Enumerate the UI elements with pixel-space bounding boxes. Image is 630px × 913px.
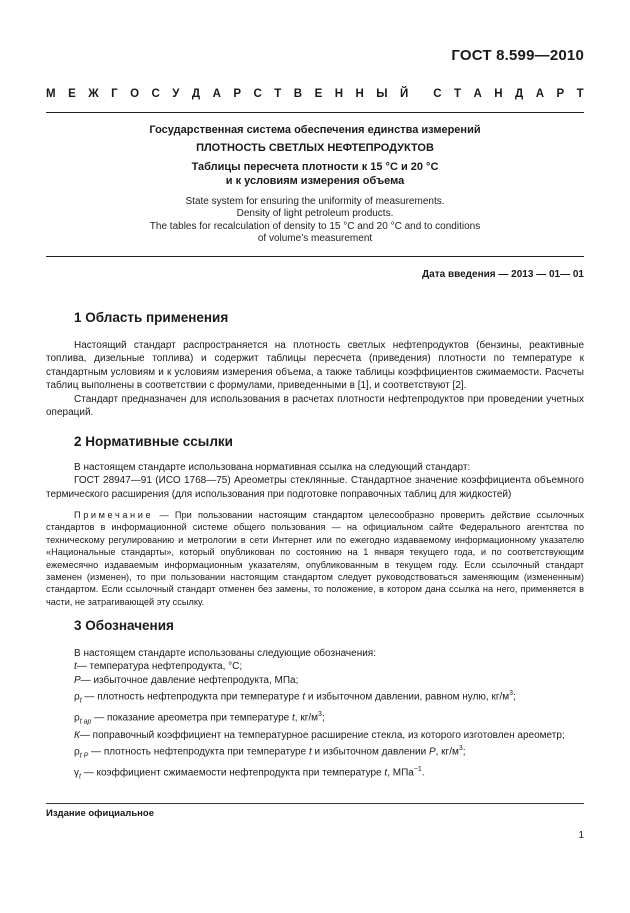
symbol-definition: $\rho_t$ — плотность нефтепродукта при температуре t и избыточном давлении, равном нулю, $кг/м^3$; — [74, 690, 516, 705]
english-title-line: Density of light petroleum products. — [236, 208, 394, 220]
interstate-standard-heading — [46, 88, 584, 100]
paragraph: Стандарт предназначен для использования в расчетах плотности нефтепродуктов при проведении учетных операций. — [46, 393, 584, 419]
section-3-heading-wrap — [46, 618, 584, 633]
subtitle-line: Таблицы пересчета плотности к 15 °С и 20 °С — [191, 161, 439, 173]
introduction-date: Дата введения — 2013 — 01— 01 — [422, 269, 584, 280]
letter: А — [535, 88, 545, 100]
note-text: — При пользовании настоящим стандартом целесообразно проверить действие ссылочных стандартов в информационной системе общего пользования — на официальном сайте Федерального агентства по техническому регулированию и метрологии в сети Интернет или по ежегодно издаваемому информационному указателю «Национальные стандарты», который опубликован по состоянию на 1 января текущего года, и по соответствующим ежемесячно издаваемым информационным указателям, опубликованным в текущем году. Если ссылочный стандарт заменен (изменен), то при пользовании настоящим стандартом следует руководствоваться заменяющим (измененным) стандартом. Если ссылочный стандарт отменен без замены, то положение, в котором дана ссылка на него, применяется в части, не затрагивающей эту ссылку. — [46, 510, 584, 607]
english-title-line: of volume’s measurement — [257, 233, 373, 245]
letter: Д — [191, 88, 201, 100]
symbol-definition: Р— избыточное давление нефтепродукта, МПа; — [74, 674, 299, 686]
footer-divider — [46, 803, 584, 804]
letter: Е — [314, 88, 323, 100]
letter: Т — [274, 88, 282, 100]
referenced-standard: ГОСТ 28947—91 (ИСО 1768—75) Ареометры стеклянные. Стандартное значение коэффициента объемного термического расширения (для использования при подготовке поправочных таблиц для жидкостей) — [46, 475, 584, 500]
symbol: t — [74, 661, 77, 673]
note-label: Примечание — [74, 510, 154, 520]
section-heading: 3 Обозначения — [74, 618, 174, 633]
letter: Ж — [88, 88, 99, 100]
symbol: γ — [74, 767, 79, 779]
letter: Т — [453, 88, 462, 100]
system-title: Государственная система обеспечения единства измерений — [149, 124, 481, 136]
symbol-definition: $\rho_{t P}$ — плотность нефтепродукта при температуре t и избыточном давлении Р, $кг/м^3$; — [74, 745, 466, 760]
symbol-definition: $\gamma_t$ — коэффициент сжимаемости нефтепродукта при температуре t, МПа$^{-1}$. — [74, 765, 425, 781]
subtitle-line: и к условиям измерения объема — [225, 175, 405, 187]
edition-label: Издание официальное — [46, 808, 154, 819]
section-2-body — [46, 461, 584, 501]
section-2-heading-wrap — [46, 434, 584, 449]
symbol: ρ — [74, 712, 80, 724]
letter: С — [151, 88, 160, 100]
letter: А — [212, 88, 221, 100]
section-3-body — [46, 647, 584, 784]
section-1-heading-wrap — [46, 310, 584, 325]
paragraph: Настоящий стандарт распространяется на плотность светлых нефтепродуктов (бензины, реактивные топлива, дизельные топлива) и содержит таблицы пересчета (приведения) плотности по температуре к стандартным условиям и к условиям измерения объема, а также таблицы коэффициентов сжимаемости. Расчеты таблиц выполнены в соответствии с формулами, приведенными в [1], и соответствуют [2]. — [46, 340, 584, 392]
letter: В — [293, 88, 303, 100]
paragraph: В настоящем стандарте использована нормативная ссылка на следующий стандарт: — [74, 462, 471, 473]
letter: Д — [515, 88, 524, 100]
standard-title: ПЛОТНОСТЬ СВЕТЛЫХ НЕФТЕПРОДУКТОВ — [196, 142, 434, 154]
letter: Г — [111, 88, 118, 100]
header-divider — [46, 112, 584, 113]
section-heading: 2 Нормативные ссылки — [74, 434, 233, 449]
english-title — [60, 196, 570, 246]
note-block — [46, 509, 584, 608]
letter: С — [433, 88, 442, 100]
letter: Е — [68, 88, 76, 100]
page-number: 1 — [578, 830, 584, 841]
symbol: ρ — [74, 691, 80, 703]
letter: С — [253, 88, 262, 100]
english-title-line: The tables for recalculation of density to 15 °С and 20 °С and to conditions — [149, 220, 481, 232]
symbol: Р — [74, 674, 81, 686]
letter: А — [473, 88, 482, 100]
letter: Р — [556, 88, 565, 100]
section-1-body — [46, 339, 584, 419]
letter: Й — [400, 88, 409, 100]
letter: У — [172, 88, 180, 100]
symbol-definition: $\rho_{t ар}$ — показание ареометра при температуре t, $кг/м^3$; — [74, 710, 325, 726]
section-heading: 1 Область применения — [74, 310, 229, 325]
letter: М — [46, 88, 56, 100]
symbol: К — [74, 729, 80, 741]
paragraph: В настоящем стандарте использованы следующие обозначения: — [74, 648, 377, 659]
letter: Н — [334, 88, 344, 100]
title-divider — [46, 256, 584, 257]
letter: Ы — [376, 88, 388, 100]
symbol-definition: К— поправочный коэффициент на температурное расширение стекла, из которого изготовлен ареометр; — [74, 729, 565, 741]
symbol-definition: t— температура нефтепродукта, °С; — [74, 661, 243, 673]
standard-subtitle — [60, 160, 570, 188]
letter: Н — [355, 88, 364, 100]
letter: Н — [494, 88, 503, 100]
letter: Р — [233, 88, 242, 100]
letter: Т — [576, 88, 584, 100]
note-paragraph — [46, 509, 584, 608]
english-title-line: State system for ensuring the uniformity of measurements. — [185, 196, 445, 207]
gost-number: ГОСТ 8.599—2010 — [451, 47, 584, 64]
letter: О — [130, 88, 140, 100]
symbol: ρ — [74, 746, 80, 758]
